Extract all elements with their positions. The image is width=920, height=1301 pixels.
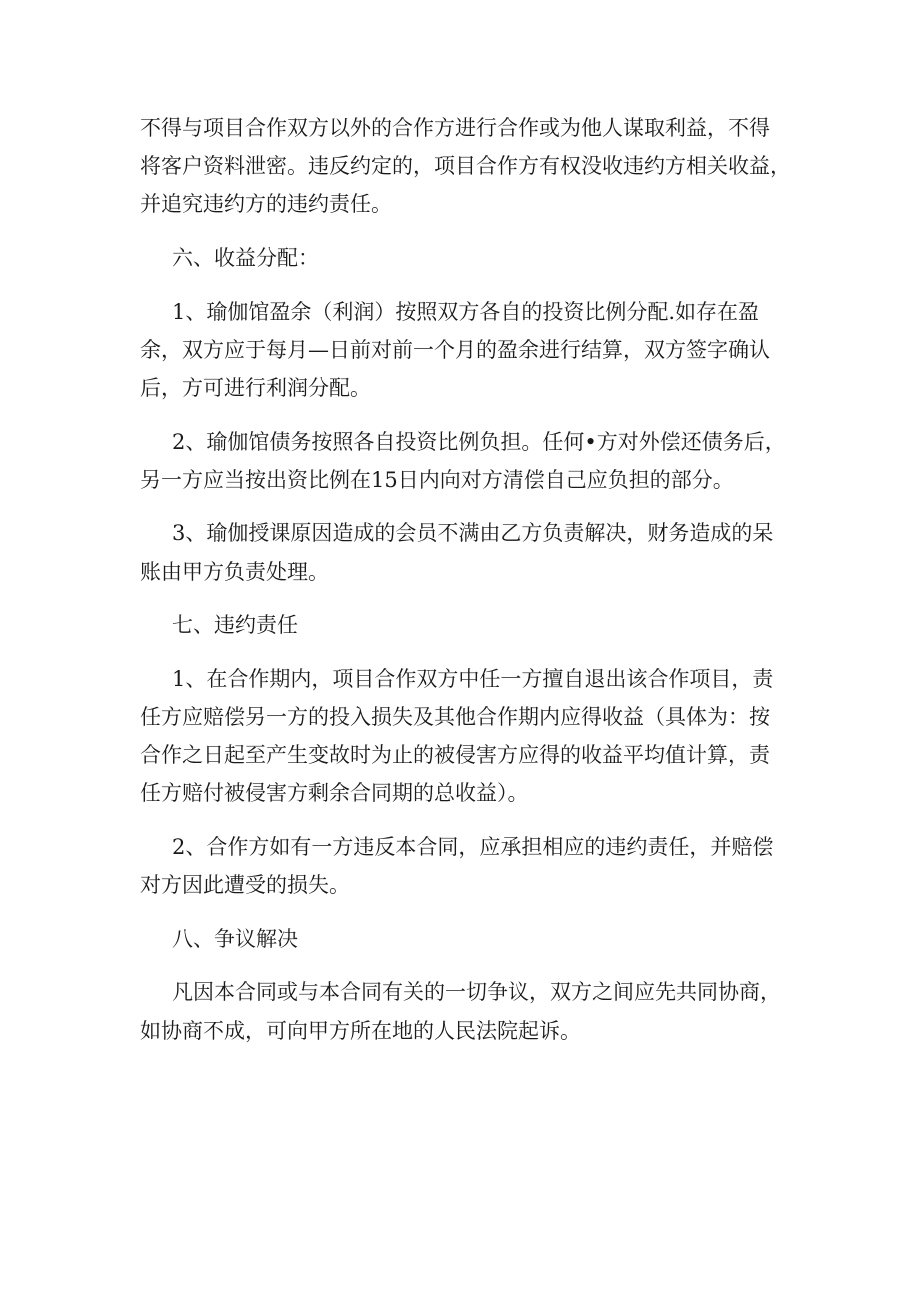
paragraph-confidentiality	[140, 109, 791, 224]
clause-8	[140, 973, 780, 1049]
text-line: 账由甲方负责处理。	[140, 559, 329, 584]
text-line: 2、瑜伽馆债务按照各自投资比例负担。任何•方对外偿还债务后，	[172, 429, 786, 454]
text-line: 凡因本合同或与本合同有关的一切争议，双方之间应先共同协商，	[172, 980, 781, 1005]
text-line: 如协商不成，可向甲方所在地的人民法院起诉。	[140, 1018, 581, 1043]
heading-text: 七、违约责任	[172, 613, 298, 638]
section-heading-liability	[140, 606, 780, 644]
text-line: 1、在合作期内，项目合作双方中任一方擅自退出该合作项目，责	[172, 666, 774, 691]
document-page	[140, 109, 791, 1065]
text-line: 对方因此遭受的损失。	[140, 873, 350, 898]
text-line: 将客户资料泄密。违反约定的，项目合作方有权没收违约方相关收益，	[140, 154, 791, 179]
clause-7-1	[140, 660, 780, 813]
section-heading-profit-distribution	[140, 239, 780, 277]
text-line: 2、合作方如有一方违反本合同，应承担相应的违约责任，并赔偿	[172, 834, 774, 859]
text-line: 任方赔付被侵害方剩余合同期的总收益）。	[140, 781, 529, 806]
section-heading-dispute-resolution	[140, 920, 780, 958]
text-line: 后，方可进行利润分配。	[140, 376, 371, 400]
heading-text: 六、收益分配：	[172, 246, 319, 270]
text-line: 3、瑜伽授课原因造成的会员不满由乙方负责解决，财务造成的呆	[172, 521, 774, 546]
clause-6-2	[140, 423, 786, 499]
clause-7-2	[140, 828, 780, 904]
text-line: 并追究违约方的违约责任。	[140, 192, 392, 217]
text-line: 不得与项目合作双方以外的合作方进行合作或为他人谋取利益，不得	[140, 116, 770, 140]
text-line: 余，双方应于每月—日前对前一个月的盈余进行结算，双方签字确认	[140, 337, 770, 362]
text-line: 另一方应当按出资比例在15日内向对方清偿自己应负担的部分。	[140, 467, 734, 492]
clause-6-3	[140, 514, 780, 590]
clause-6-1	[140, 293, 780, 408]
text-line: 1、瑜伽馆盈余（利润）按照双方各自的投资比例分配.如存在盈	[172, 299, 760, 324]
text-line: 任方应赔偿另一方的投入损失及其他合作期内应得收益（具体为：按	[140, 704, 770, 729]
text-line: 合作之日起至产生变故时为止的被侵害方应得的收益平均值计算，责	[140, 743, 770, 768]
heading-text: 八、争议解决	[172, 926, 298, 951]
